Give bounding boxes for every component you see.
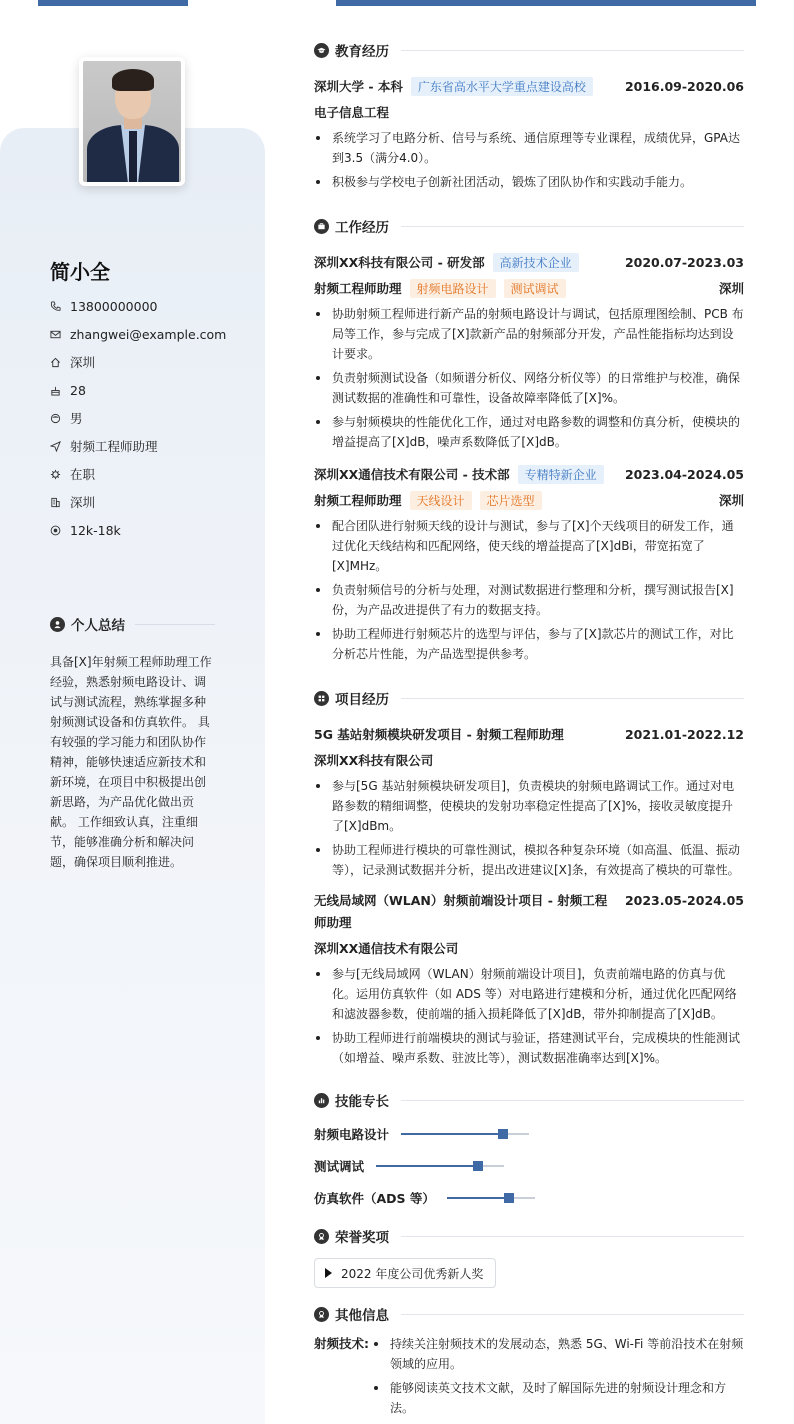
other-info-row xyxy=(314,1332,744,1422)
job-period: 2020.07-2023.03 xyxy=(624,254,744,270)
other-heading xyxy=(314,1302,744,1326)
info-target-city xyxy=(50,488,226,516)
project-org: 深圳XX科技有限公司 xyxy=(314,753,434,768)
skill-name: 射频电路设计 xyxy=(314,1127,390,1142)
list-item: 协助工程师进行前端模块的测试与验证，搭建测试平台，完成模块的性能测试（如增益、噪声系数、驻波比等），测试数据准确率达到[X]%。 xyxy=(314,1028,744,1068)
contact-info xyxy=(50,292,226,544)
target-city-text: 深圳 xyxy=(70,495,96,510)
triangle-icon xyxy=(325,1268,332,1278)
education-major-row xyxy=(314,98,744,126)
other-bullets xyxy=(372,1334,744,1422)
grid-icon xyxy=(314,691,329,706)
skill-tag: 测试调试 xyxy=(504,279,566,298)
target-icon xyxy=(50,525,70,536)
phone-text: 13800000000 xyxy=(70,298,158,314)
job-entry-head xyxy=(314,462,744,486)
job-city: 深圳 xyxy=(718,493,744,508)
skills-heading xyxy=(314,1088,744,1112)
company-tag: 专精特新企业 xyxy=(518,465,604,484)
list-item: 参与[无线局域网（WLAN）射频前端设计项目]，负责前端电路的仿真与优化。运用仿真软件（如 ADS 等）对电路进行建模和分析，通过优化匹配网络和滤波器参数，使前端的插入损耗降低了[X]dB，带外抑制提高了[X]dB。 xyxy=(314,964,744,1024)
company-name: 深圳XX通信技术有限公司 - 技术部 xyxy=(314,466,510,482)
award-icon xyxy=(314,1229,329,1244)
job-bullets xyxy=(314,304,744,452)
profile-photo xyxy=(79,57,185,186)
summary-title: 个人总结 xyxy=(71,618,125,634)
skill-name: 测试调试 xyxy=(314,1159,365,1174)
skill-level-bar xyxy=(447,1197,535,1199)
skill-tag: 射频电路设计 xyxy=(410,279,496,298)
info-salary xyxy=(50,516,226,544)
award-item xyxy=(314,1258,496,1288)
skill-tag: 天线设计 xyxy=(410,491,472,510)
school-tag: 广东省高水平大学重点建设高校 xyxy=(411,77,593,96)
top-accent-bar-right xyxy=(336,0,756,6)
job-city: 深圳 xyxy=(718,281,744,296)
list-item: 负责射频信号的分析与处理，对测试数据进行整理和分析，撰写测试报告[X]份，为产品改进提供了有力的数据支持。 xyxy=(314,580,744,620)
job-role-row xyxy=(314,486,744,514)
mail-icon xyxy=(50,329,70,340)
target-role-text: 射频工程师助理 xyxy=(70,439,158,454)
summary-heading xyxy=(50,614,215,634)
list-item: 参与[5G 基站射频模块研发项目]，负责模块的射频电路调试工作。通过对电路参数的精细调整，使模块的发射功率稳定性提高了[X]%，接收灵敏度提升了[X]dBm。 xyxy=(314,776,744,836)
work-heading xyxy=(314,214,744,238)
list-item: 参与射频模块的性能优化工作，通过对电路参数的调整和仿真分析，使模块的增益提高了[X]dB，噪声系数降低了[X]dB。 xyxy=(314,412,744,452)
info-status xyxy=(50,460,226,488)
list-item: 负责射频测试设备（如频谱分析仪、网络分析仪等）的日常维护与校准，确保测试数据的准确性和可靠性，设备故障率降低了[X]%。 xyxy=(314,368,744,408)
send-icon xyxy=(50,441,70,452)
project-org-row xyxy=(314,934,744,962)
info-gender xyxy=(50,404,226,432)
list-item: 协助工程师进行模块的可靠性测试，模拟各种复杂环境（如高温、低温、振动等），记录测试数据并分析，提出改进建议[X]条，有效提高了模块的可靠性。 xyxy=(314,840,744,880)
projects-title: 项目经历 xyxy=(335,692,389,708)
info-phone xyxy=(50,292,226,320)
project-name: 无线局域网（WLAN）射频前端设计项目 - 射频工程师助理 xyxy=(314,893,608,930)
awards-title: 荣誉奖项 xyxy=(335,1230,389,1246)
info-location xyxy=(50,348,226,376)
project-bullets xyxy=(314,964,744,1068)
age-text: 28 xyxy=(70,382,86,398)
bar-chart-icon xyxy=(314,1093,329,1108)
job-role: 射频工程师助理 xyxy=(314,280,402,296)
avatar xyxy=(83,61,181,182)
project-org-row xyxy=(314,746,744,774)
info-target-role xyxy=(50,432,226,460)
skill-item xyxy=(314,1150,504,1182)
awards-heading xyxy=(314,1224,744,1248)
list-item: 能够阅读英文技术文献，及时了解国际先进的射频设计理念和方法。 xyxy=(372,1378,744,1418)
award-text: 2022 年度公司优秀新人奖 xyxy=(341,1266,484,1281)
cake-icon xyxy=(50,385,70,396)
list-item: 协助工程师进行射频芯片的选型与评估，参与了[X]款芯片的测试工作，对比分析芯片性能，为产品选型提供参考。 xyxy=(314,624,744,664)
skill-item xyxy=(314,1182,535,1214)
briefcase-icon xyxy=(314,219,329,234)
skill-level-bar xyxy=(376,1165,504,1167)
job-role-row xyxy=(314,274,744,302)
education-period: 2016.09-2020.06 xyxy=(624,78,744,94)
job-entry-head xyxy=(314,250,744,274)
skill-item xyxy=(314,1118,529,1150)
education-heading xyxy=(314,38,744,62)
job-bullets xyxy=(314,516,744,664)
project-bullets xyxy=(314,776,744,880)
skills-list xyxy=(314,1118,744,1214)
status-icon xyxy=(50,469,70,480)
gender-text: 男 xyxy=(70,411,83,426)
info-email xyxy=(50,320,226,348)
list-item: 持续关注射频技术的发展动态，熟悉 5G、Wi-Fi 等前沿技术在射频领域的应用。 xyxy=(372,1334,744,1374)
other-title: 其他信息 xyxy=(335,1308,389,1324)
projects-heading xyxy=(314,686,744,710)
job-role: 射频工程师助理 xyxy=(314,492,402,508)
job-period: 2023.04-2024.05 xyxy=(624,466,744,482)
other-label: 射频技术: xyxy=(314,1336,369,1351)
info-icon xyxy=(314,1307,329,1322)
salary-text: 12k-18k xyxy=(70,522,121,538)
user-icon xyxy=(50,617,65,632)
education-title: 教育经历 xyxy=(335,44,389,60)
skills-title: 技能专长 xyxy=(335,1094,389,1110)
phone-icon xyxy=(50,301,70,312)
skill-name: 仿真软件（ADS 等） xyxy=(314,1191,435,1206)
project-entry-head xyxy=(314,890,744,934)
skill-tag: 芯片选型 xyxy=(480,491,542,510)
candidate-name: 简小全 xyxy=(50,260,110,284)
project-org: 深圳XX通信技术有限公司 xyxy=(314,941,459,956)
list-item: 协助射频工程师进行新产品的射频电路设计与调试，包括原理图绘制、PCB 布局等工作，参与完成了[X]款新产品的射频部分开发，产品性能指标均达到设计要求。 xyxy=(314,304,744,364)
list-item: 积极参与学校电子创新社团活动，锻炼了团队协作和实践动手能力。 xyxy=(314,172,744,192)
school-name: 深圳大学 - 本科 xyxy=(314,78,403,94)
education-entry-head xyxy=(314,74,744,98)
location-text: 深圳 xyxy=(70,355,96,370)
graduation-cap-icon xyxy=(314,43,329,58)
status-text: 在职 xyxy=(70,467,96,482)
project-name: 5G 基站射频模块研发项目 - 射频工程师助理 xyxy=(314,727,564,742)
gender-icon xyxy=(50,413,70,424)
home-icon xyxy=(50,357,70,368)
education-bullets xyxy=(314,128,744,192)
info-age xyxy=(50,376,226,404)
project-period: 2023.05-2024.05 xyxy=(624,893,744,908)
main-content xyxy=(314,38,744,1422)
company-tag: 高新技术企业 xyxy=(493,253,579,272)
company-name: 深圳XX科技有限公司 - 研发部 xyxy=(314,254,485,270)
email-text: zhangwei@example.com xyxy=(70,326,227,342)
top-accent-bar-left xyxy=(38,0,188,6)
list-item: 系统学习了电路分析、信号与系统、通信原理等专业课程，成绩优异，GPA达到3.5（满分4.0）。 xyxy=(314,128,744,168)
work-title: 工作经历 xyxy=(335,220,389,236)
list-item: 配合团队进行射频天线的设计与测试，参与了[X]个天线项目的研发工作，通过优化天线结构和匹配网络，使天线的增益提高了[X]dBi，带宽拓宽了[X]MHz。 xyxy=(314,516,744,576)
skill-level-bar xyxy=(401,1133,529,1135)
summary-text: 具备[X]年射频工程师助理工作经验，熟悉射频电路设计、调试与测试流程，熟练掌握多种射频测试设备和仿真软件。 具有较强的学习能力和团队协作精神，能够快速适应新技术和新环境，在项目中积极提出创新思路，为产品优化做出贡献。 工作细致认真，注重细节，能够准确分析和解决问题，确保项目顺利推进。 xyxy=(50,655,212,869)
education-major: 电子信息工程 xyxy=(314,105,390,120)
building-icon xyxy=(50,497,70,508)
project-entry-head xyxy=(314,722,744,746)
project-period: 2021.01-2022.12 xyxy=(624,726,744,742)
